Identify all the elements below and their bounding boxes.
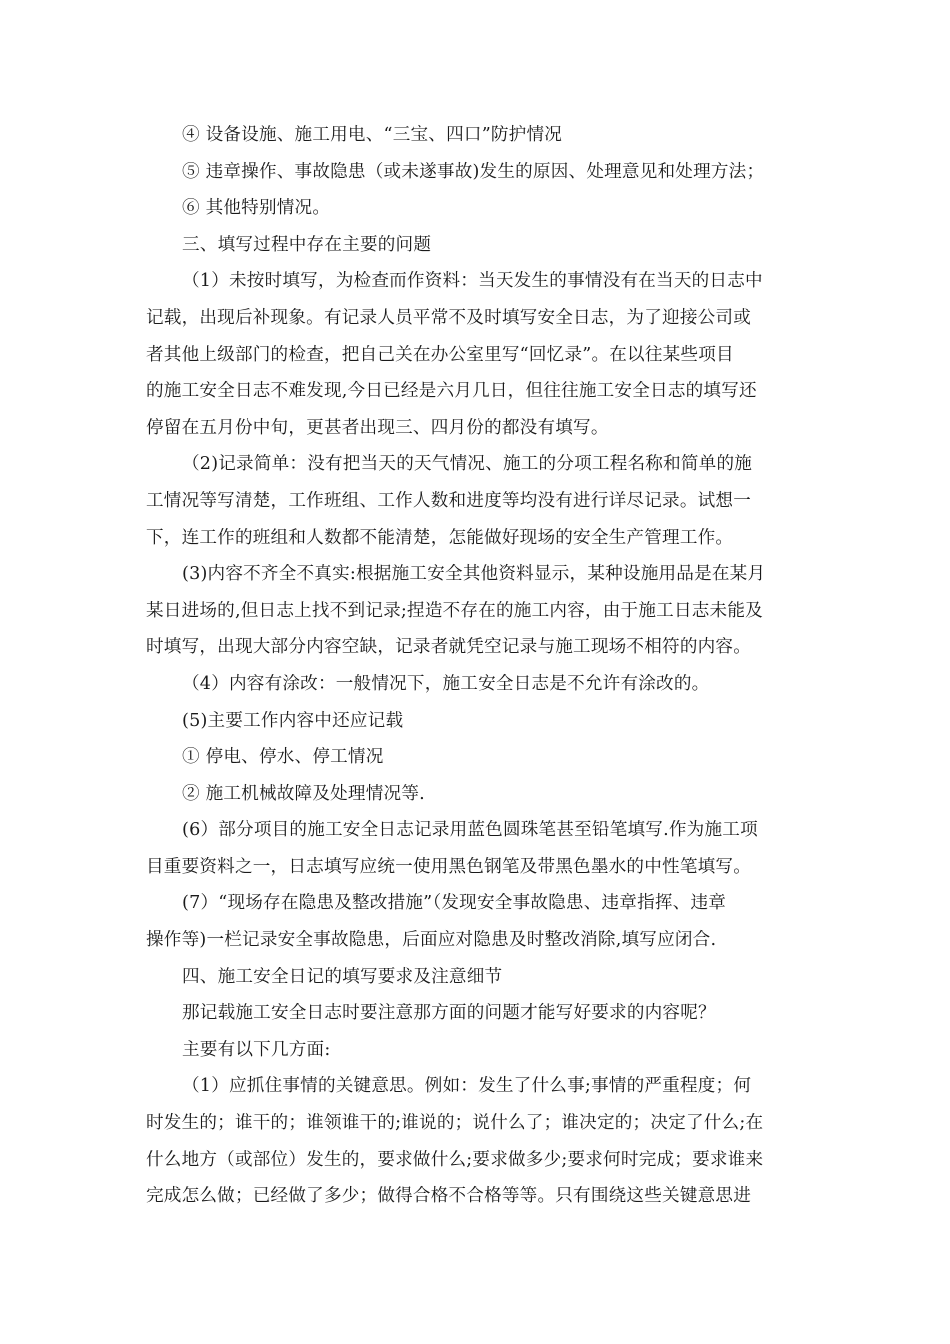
text-line: (5)主要工作内容中还应记载 — [182, 710, 404, 731]
text-line: ① 停电、停水、停工情况 — [182, 747, 384, 768]
paragraph-problem-5 — [146, 703, 816, 740]
text-line: 那记载施工安全日志时要注意那方面的问题才能写好要求的内容呢？ — [182, 1003, 716, 1024]
text-line: 时填写，出现大部分内容空缺，记录者就凭空记录与施工现场不相符的内容。 — [146, 637, 751, 658]
text-line: 工情况等写清楚，工作班组、工作人数和进度等均没有进行详尽记录。试想一 — [146, 490, 751, 511]
paragraph-problem-2 — [146, 446, 816, 556]
paragraph-problem-1 — [146, 263, 816, 446]
text-line: 某日进场的,但日志上找不到记录;捏造不存在的施工内容，由于施工日志未能及 — [146, 600, 763, 621]
text-line: 目重要资料之一，日志填写应统一使用黑色钢笔及带黑色墨水的中性笔填写。 — [146, 856, 751, 877]
paragraph-requirement-1 — [146, 1068, 816, 1214]
paragraph-item-2 — [146, 776, 816, 813]
text-line: 三、填写过程中存在主要的问题 — [182, 234, 432, 255]
section-heading-3 — [146, 227, 816, 264]
paragraph-aspects — [146, 1032, 816, 1069]
text-line: (3)内容不齐全不真实:根据施工安全其他资料显示，某种设施用品是在某月 — [182, 564, 766, 585]
text-line: （1）应抓住事情的关键意思。例如：发生了什么事;事情的严重程度；何 — [182, 1076, 752, 1097]
paragraph-item-5 — [146, 154, 816, 191]
text-line: 四、施工安全日记的填写要求及注意细节 — [182, 966, 503, 987]
paragraph-item-1 — [146, 739, 816, 776]
text-line: 什么地方（或部位）发生的，要求做什么;要求做多少;要求何时完成；要求谁来 — [146, 1149, 764, 1170]
text-line: (7）“现场存在隐患及整改措施”（发现安全事故隐患、违章指挥、违章 — [182, 893, 727, 914]
text-line: 者其他上级部门的检查，把自己关在办公室里写“回忆录”。在以往某些项目 — [146, 344, 734, 365]
text-line: （1）未按时填写，为检查而作资料：当天发生的事情没有在当天的日志中 — [182, 271, 763, 292]
text-line: (6）部分项目的施工安全日志记录用蓝色圆珠笔甚至铅笔填写.作为施工项 — [182, 820, 758, 841]
text-line: ⑤ 违章操作、事故隐患（或未遂事故)发生的原因、处理意见和处理方法； — [182, 161, 765, 182]
paragraph-problem-6 — [146, 812, 816, 885]
text-line: ④ 设备设施、施工用电、“三宝、四口”防护情况 — [182, 125, 563, 145]
section-heading-4 — [146, 959, 816, 996]
text-line: ⑥ 其他特别情况。 — [182, 198, 331, 219]
text-line: 完成怎么做；已经做了多少；做得合格不合格等等。只有围绕这些关键意思进 — [146, 1186, 751, 1207]
document-body — [146, 117, 816, 1215]
text-line: 的施工安全日志不难发现,今日已经是六月几日，但往往施工安全日志的填写还 — [146, 381, 757, 402]
paragraph-problem-7 — [146, 885, 816, 958]
text-line: （4）内容有涂改：一般情况下，施工安全日志是不允许有涂改的。 — [182, 673, 710, 694]
paragraph-question — [146, 995, 816, 1032]
text-line: 操作等)一栏记录安全事故隐患，后面应对隐患及时整改消除,填写应闭合. — [146, 930, 717, 951]
paragraph-problem-3 — [146, 556, 816, 666]
paragraph-item-4 — [146, 117, 816, 154]
text-line: ② 施工机械故障及处理情况等. — [182, 783, 425, 804]
text-line: （2)记录简单：没有把当天的天气情况、施工的分项工程名称和简单的施 — [182, 454, 753, 475]
text-line: 记载，出现后补现象。有记录人员平常不及时填写安全日志，为了迎接公司或 — [146, 307, 751, 328]
text-line: 时发生的；谁干的；谁领谁干的;谁说的；说什么了；谁决定的；决定了什么;在 — [146, 1113, 764, 1134]
text-line: 停留在五月份中旬，更甚者出现三、四月份的都没有填写。 — [146, 417, 609, 438]
text-line: 下，连工作的班组和人数都不能清楚，怎能做好现场的安全生产管理工作。 — [146, 527, 734, 548]
text-line: 主要有以下几方面: — [182, 1039, 331, 1060]
paragraph-item-6 — [146, 190, 816, 227]
paragraph-problem-4 — [146, 666, 816, 703]
